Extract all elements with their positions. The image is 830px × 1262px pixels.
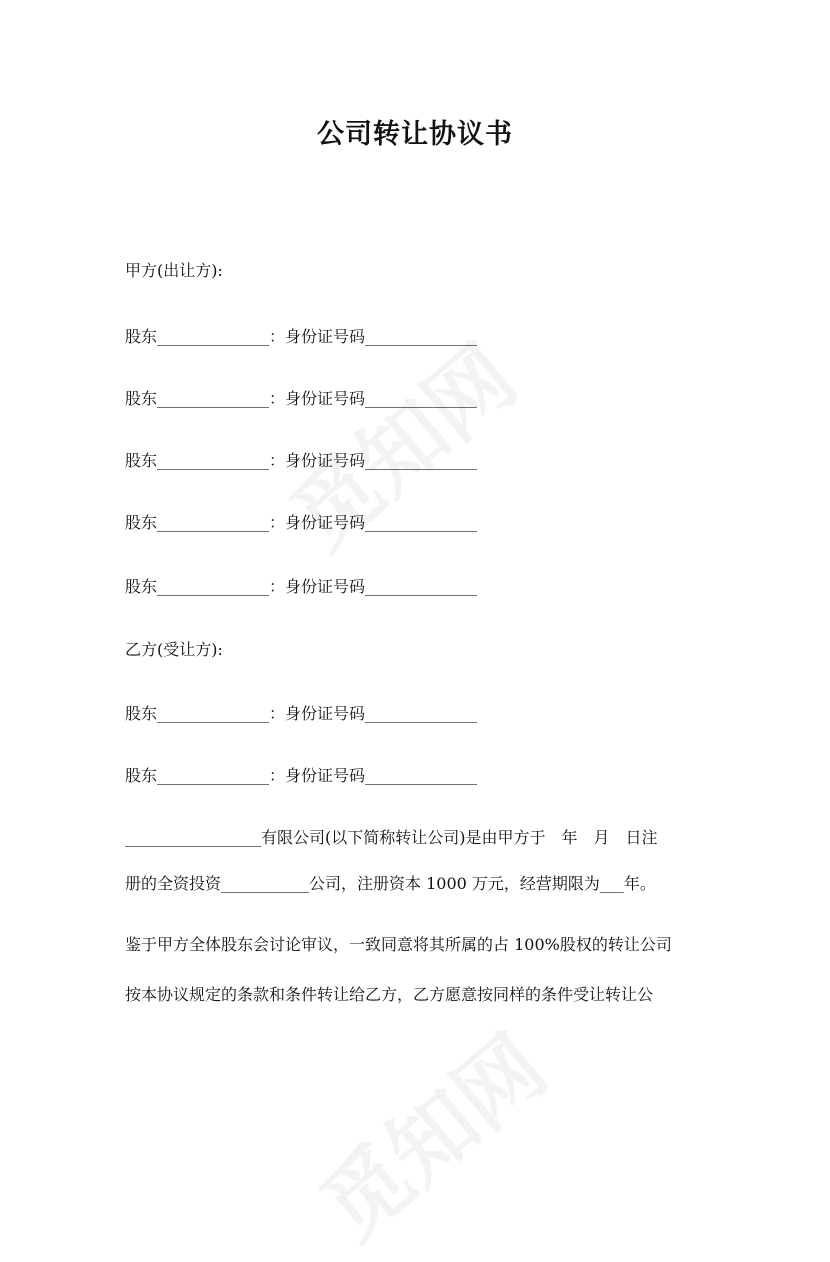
company-description-line: _________________有限公司(以下简称转让公司)是由甲方于 年 月 日注 <box>125 828 658 847</box>
party-a-shareholder-line: 股东______________：身份证号码______________ <box>125 327 478 346</box>
document-title: 公司转让协议书 <box>317 119 513 150</box>
party-a-shareholder-line: 股东______________：身份证号码______________ <box>125 513 478 532</box>
watermark <box>290 1002 567 1262</box>
party-a-shareholder-line: 股东______________：身份证号码______________ <box>125 389 478 408</box>
party-a-shareholder-line: 股东______________：身份证号码______________ <box>125 577 478 596</box>
transfer-recital-line: 按本协议规定的条款和条件转让给乙方，乙方愿意按同样的条件受让转让公 <box>125 985 654 1004</box>
party-b-shareholder-line: 股东______________：身份证号码______________ <box>125 766 478 785</box>
company-description-line: 册的全资投资___________公司，注册资本 1000 万元，经营期限为___年。 <box>125 874 656 893</box>
party-a-shareholder-line: 股东______________：身份证号码______________ <box>125 451 478 470</box>
party-b-shareholder-line: 股东______________：身份证号码______________ <box>125 704 478 723</box>
transfer-recital-line: 鉴于甲方全体股东会讨论审议，一致同意将其所属的占 100%股权的转让公司 <box>125 935 672 954</box>
party-a-heading: 甲方(出让方): <box>125 261 223 280</box>
party-b-heading: 乙方(受让方): <box>125 640 223 659</box>
